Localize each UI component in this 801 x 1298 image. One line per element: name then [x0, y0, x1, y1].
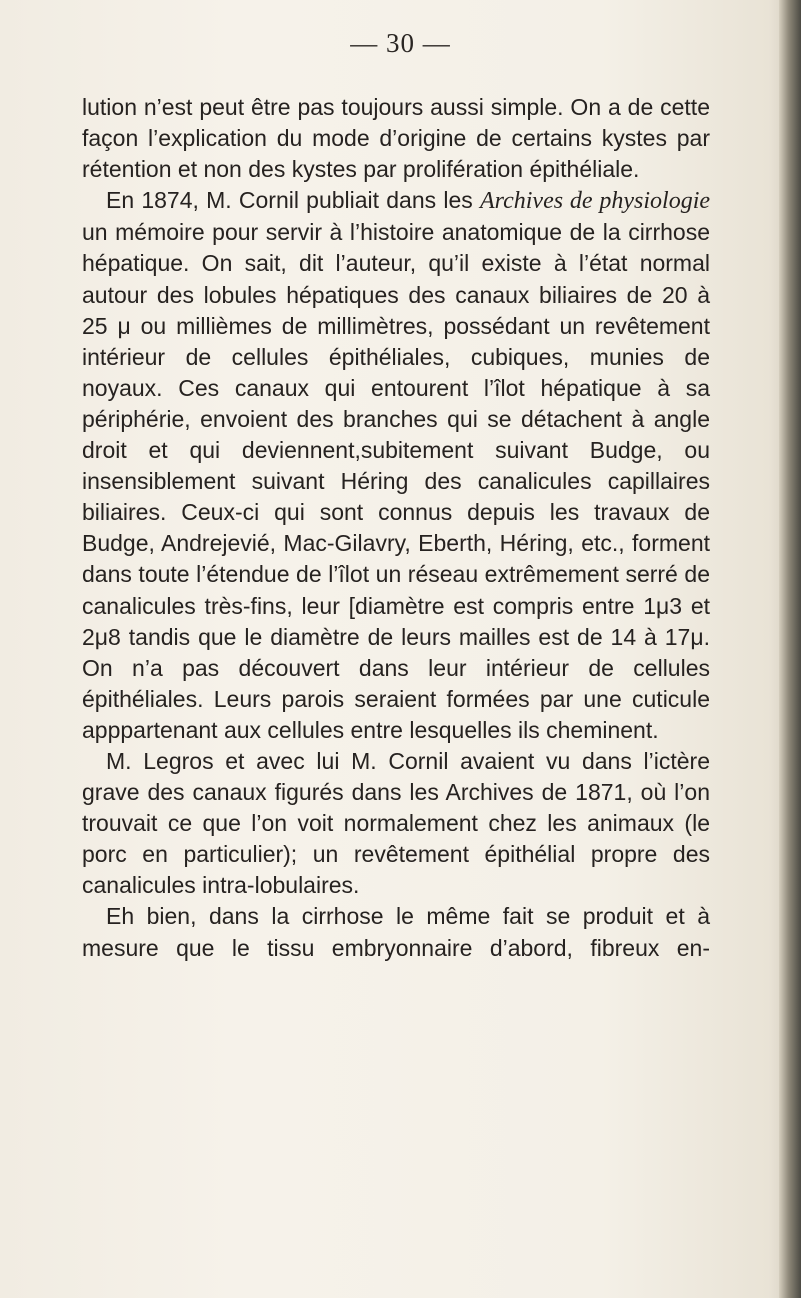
paragraph-2-before: En 1874, M. Cornil publiait dans les [106, 187, 480, 214]
book-spine-edge [779, 0, 801, 1298]
paragraph-2 [82, 185, 710, 746]
journal-title: Archives de physiologie [479, 188, 711, 215]
paragraph-1: lution n’est peut être pas toujours aussi simple. On a de cette façon l’explication du mode d’origine de certains kystes par rétention et non des kystes par prolifération épithéliale. [82, 94, 710, 183]
paragraph-4: Eh bien, dans la cirrhose le même fait se produit et à mesure que le tissu embryonnaire d’abord, fibreux en- [82, 903, 710, 961]
paragraph-3: M. Legros et avec lui M. Cornil avaient vu dans l’ictère grave des canaux figurés dans les Archives de 1871, où l’on trouvait ce que l’on voit normalement chez les animaux (le porc en particulier); un revêtement épithélial propre des canalicules intra-lobulaires. [82, 747, 710, 899]
paragraph-2-after: un mémoire pour servir à l’histoire anatomique de la cirrhose hépatique. On sait, dit l’auteur, qu’il existe à l’état normal autour des lobules hépatiques des canaux biliaires de 20 à 25 μ ou millièmes de millimètres, possédant un revêtement intérieur de cellules épithéliales, cubiques, munies de noyaux. Ces canaux qui entourent l’îlot hépatique à sa périphérie, envoient des branches qui se détachent à angle droit et qui deviennent,subitement suivant Budge, ou insensiblement suivant Héring des canalicules capillaires biliaires. Ceux-ci qui sont connus depuis les travaux de Budge, Andrejevié, Mac-Gilavry, Eberth, Héring, etc., forment dans toute l’étendue de l’îlot un réseau extrêmement serré de canalicules très-fins, leur [diamètre est compris entre 1μ3 et 2μ8 tandis que le diamètre de leurs mailles est de 14 à 17μ. On n’a pas découvert dans leur intérieur de cellules épithéliales. Leurs parois seraient formées par une cuticule apppartenant aux cellules entre lesquelles ils cheminent. [82, 219, 710, 743]
page-number: — 30 — [350, 28, 451, 58]
body-text [82, 92, 710, 964]
